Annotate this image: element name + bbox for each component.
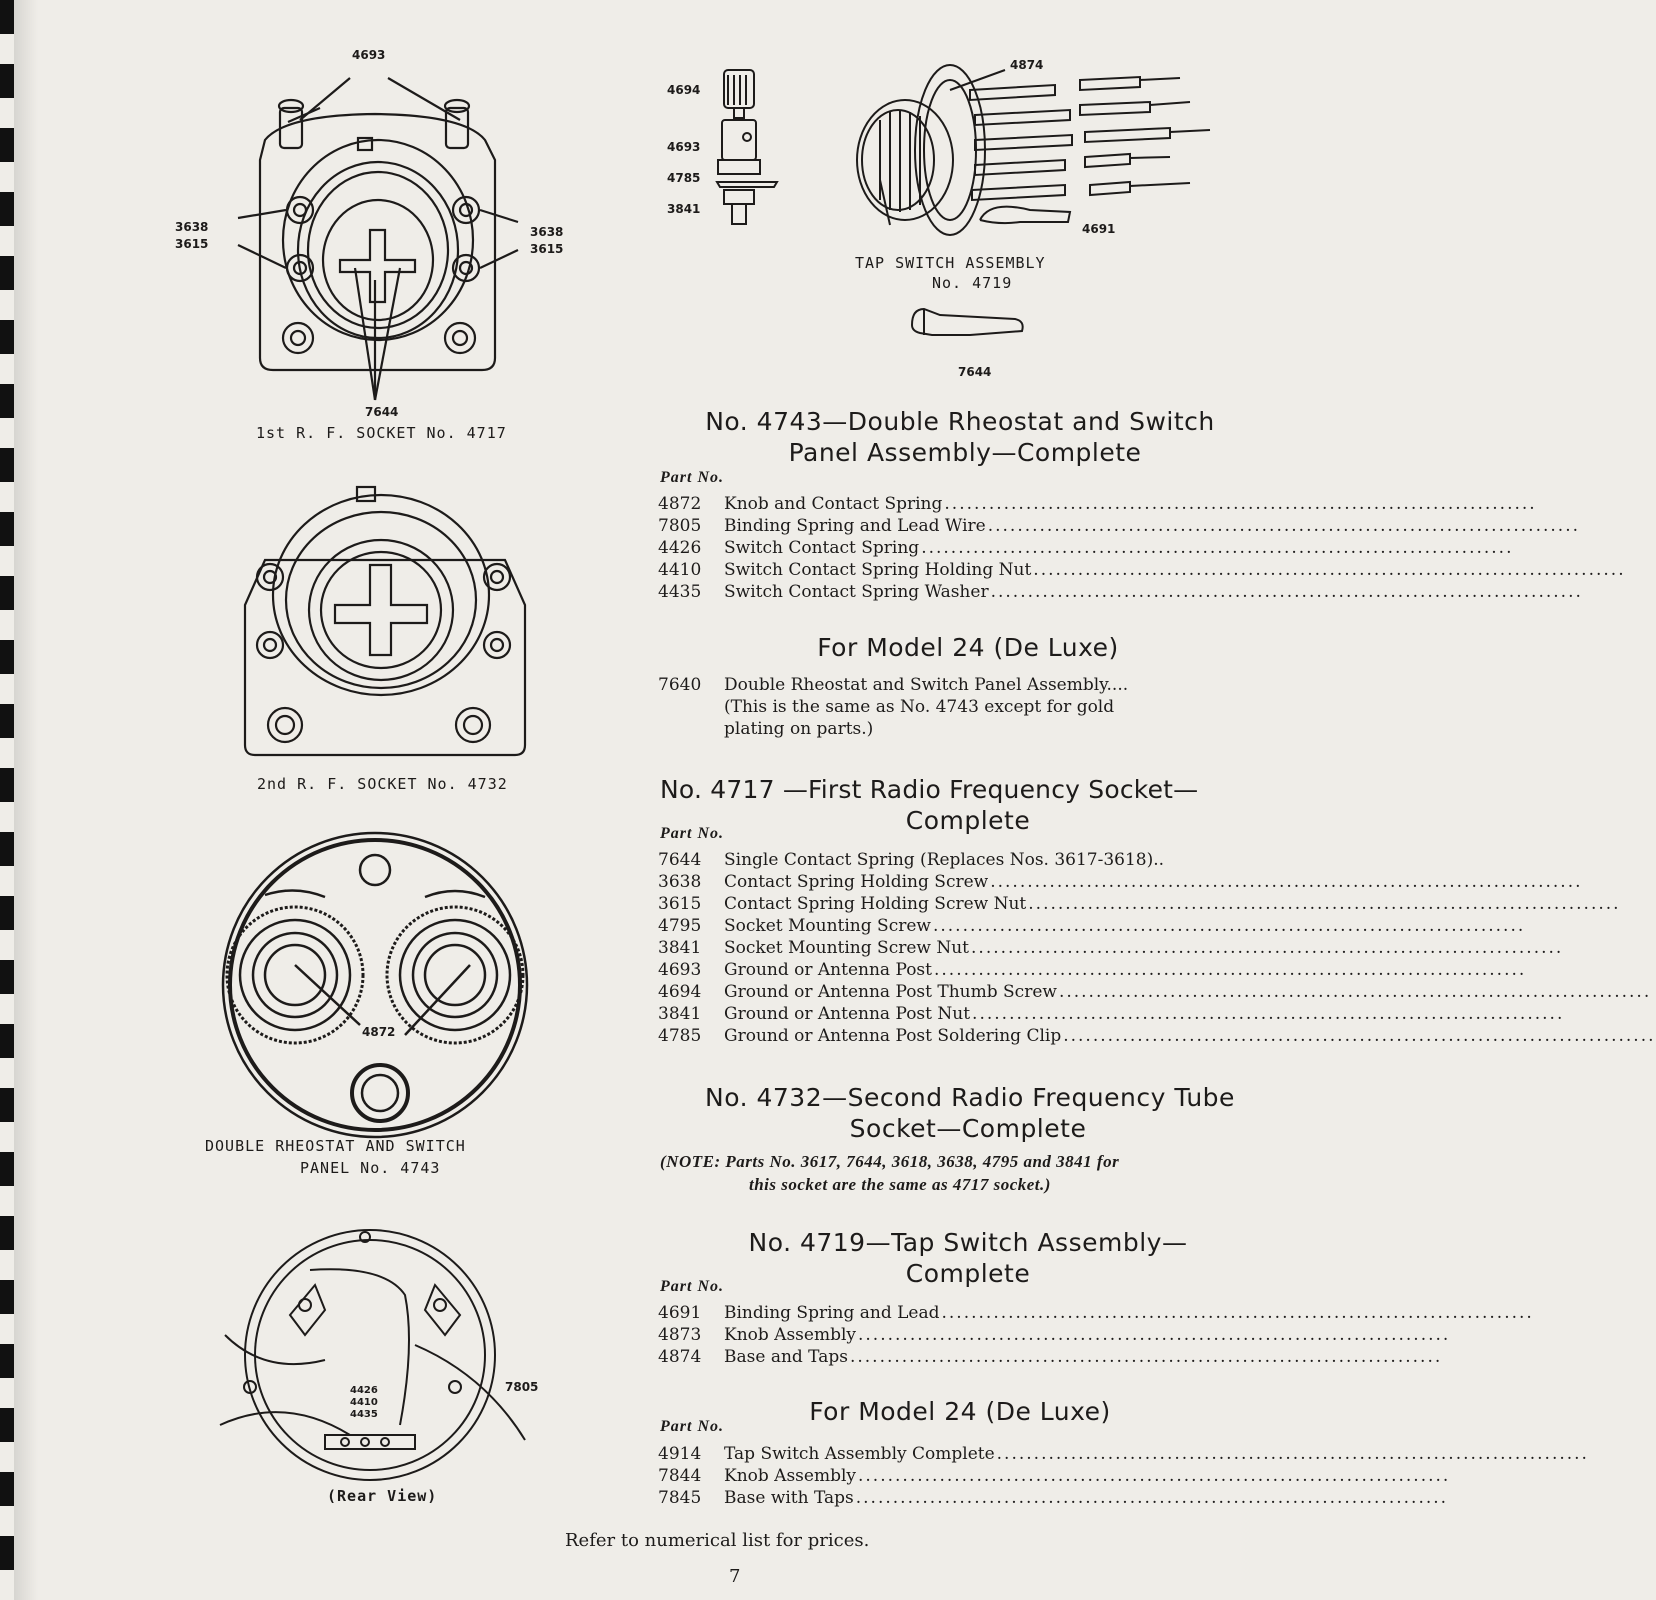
figure-rf-socket-2 — [235, 485, 535, 800]
rf-socket-2-drawing — [235, 485, 535, 775]
part-number: 4426 — [658, 538, 702, 558]
label-3638-right: 3638 — [530, 225, 564, 239]
label-4426: 4426 — [350, 1385, 378, 1396]
parts-row — [658, 849, 1210, 871]
parts-list-4719 — [658, 1302, 1534, 1368]
parts-row — [658, 1465, 1451, 1487]
parts-row — [658, 981, 1652, 1003]
part-description: Socket Mounting Screw Nut — [724, 938, 970, 958]
caption-tap-switch-line2: No. 4719 — [932, 274, 1013, 292]
deluxe1-line3: plating on parts.) — [724, 719, 874, 739]
parts-row — [658, 537, 1514, 559]
dot-leader: ................................................................................ — [1028, 894, 1621, 914]
dot-leader: ................................................................................ — [996, 1444, 1589, 1464]
label-4693: 4693 — [352, 48, 386, 62]
label-4693-post: 4693 — [667, 140, 701, 154]
part-number: 4691 — [658, 1303, 702, 1323]
deluxe1-line2: (This is the same as No. 4743 except for gold — [724, 697, 1115, 717]
part-description: Binding Spring and Lead — [724, 1303, 940, 1323]
label-4872: 4872 — [362, 1025, 396, 1039]
parts-row — [658, 893, 1621, 915]
parts-row — [658, 1025, 1656, 1047]
label-7805: 7805 — [505, 1380, 539, 1394]
page-number: 7 — [729, 1566, 741, 1587]
label-4874: 4874 — [1010, 58, 1044, 72]
part-description: Ground or Antenna Post Soldering Clip — [724, 1026, 1062, 1046]
heading-4717-line2: Complete — [905, 806, 1031, 835]
part-description: Single Contact Spring (Replaces Nos. 3617-3618).. — [724, 850, 1165, 870]
dot-leader: ................................................................................ — [987, 516, 1581, 536]
heading-4719-line1: No. 4719—Tap Switch Assembly— — [748, 1228, 1188, 1257]
dot-leader: ................................................................................ — [858, 1325, 1451, 1345]
label-3638-left: 3638 — [175, 220, 209, 234]
figure-antenna-post — [662, 65, 792, 235]
dot-leader: ................................................................................ — [855, 1488, 1449, 1508]
parts-row — [658, 1324, 1451, 1346]
part-number: 3638 — [658, 872, 702, 892]
tap-switch-drawing — [840, 50, 1250, 245]
figure-rheostat-panel — [200, 825, 560, 1190]
dot-leader: ................................................................................ — [1033, 560, 1626, 580]
part-description: Switch Contact Spring Holding Nut — [724, 560, 1032, 580]
caption-rheostat-line1: DOUBLE RHEOSTAT AND SWITCH — [205, 1137, 466, 1155]
dot-leader: ................................................................................ — [849, 1347, 1443, 1367]
part-description: Knob Assembly — [724, 1466, 856, 1486]
part-number: 4874 — [658, 1347, 702, 1367]
dot-leader: ................................................................................ — [932, 916, 1526, 936]
parts-list-4717 — [658, 849, 1656, 1047]
caption-rheostat-line2: PANEL No. 4743 — [300, 1159, 441, 1177]
part-number: 4410 — [658, 560, 702, 580]
figure-rf-socket-1 — [170, 40, 600, 450]
part-number: 4872 — [658, 494, 702, 514]
parts-row — [658, 1346, 1443, 1368]
parts-row — [658, 1302, 1534, 1324]
part-no-label-deluxe2: Part No. — [660, 1418, 724, 1435]
part-number: 3615 — [658, 894, 702, 914]
label-4410: 4410 — [350, 1397, 378, 1408]
part-description: Tap Switch Assembly Complete — [724, 1444, 995, 1464]
label-4435: 4435 — [350, 1409, 378, 1420]
deluxe1-part-number: 7640 — [658, 675, 702, 695]
part-description: Contact Spring Holding Screw Nut — [724, 894, 1027, 914]
dot-leader: ................................................................................ — [1063, 1026, 1656, 1046]
parts-list-deluxe2 — [658, 1443, 1589, 1509]
parts-list-4743 — [658, 493, 1626, 603]
part-number: 4694 — [658, 982, 702, 1002]
part-number: 4693 — [658, 960, 702, 980]
part-description: Base with Taps — [724, 1488, 854, 1508]
label-7644: 7644 — [365, 405, 399, 419]
part-description: Knob Assembly — [724, 1325, 856, 1345]
heading-deluxe-2: For Model 24 (De Luxe) — [809, 1397, 1111, 1426]
parts-row — [658, 1443, 1589, 1465]
figure-tap-switch — [840, 50, 1250, 300]
parts-row — [658, 959, 1527, 981]
part-number: 4914 — [658, 1444, 702, 1464]
part-number: 4873 — [658, 1325, 702, 1345]
dot-leader: ................................................................................ — [944, 494, 1537, 514]
part-no-label-4717: Part No. — [660, 825, 724, 842]
label-3841-post: 3841 — [667, 202, 701, 216]
caption-rf-socket-2: 2nd R. F. SOCKET No. 4732 — [257, 775, 508, 793]
heading-4743-line1: No. 4743—Double Rheostat and Switch — [705, 407, 1215, 436]
parts-row — [658, 871, 1583, 893]
heading-deluxe-1: For Model 24 (De Luxe) — [817, 633, 1119, 662]
caption-rf-socket-1: 1st R. F. SOCKET No. 4717 — [256, 424, 507, 442]
part-description: Switch Contact Spring — [724, 538, 920, 558]
binding-shadow — [14, 0, 38, 1600]
dot-leader: ................................................................................ — [990, 582, 1583, 602]
rear-view-drawing — [205, 1225, 550, 1495]
part-number: 7844 — [658, 1466, 702, 1486]
dot-leader: ................................................................................ — [941, 1303, 1534, 1323]
label-4694: 4694 — [667, 83, 701, 97]
label-4785: 4785 — [667, 171, 701, 185]
heading-4719-line2: Complete — [905, 1259, 1031, 1288]
part-description: Contact Spring Holding Screw — [724, 872, 989, 892]
note-4732-line2: this socket are the same as 4717 socket.) — [749, 1175, 1051, 1194]
dot-leader: ................................................................................ — [972, 1004, 1565, 1024]
heading-4732-line1: No. 4732—Second Radio Frequency Tube — [705, 1083, 1235, 1112]
label-4691: 4691 — [1082, 222, 1116, 236]
parts-row — [658, 581, 1583, 603]
part-number: 4785 — [658, 1026, 702, 1046]
part-description: Switch Contact Spring Washer — [724, 582, 989, 602]
rheostat-panel-drawing — [200, 825, 560, 1135]
dot-leader: ................................................................................ — [990, 872, 1583, 892]
dot-leader: ................................................................................ — [858, 1466, 1451, 1486]
parts-row — [658, 915, 1526, 937]
part-number: 3841 — [658, 938, 702, 958]
part-number: 7644 — [658, 850, 702, 870]
heading-4743-line2: Panel Assembly—Complete — [788, 438, 1142, 467]
part-description: Ground or Antenna Post Thumb Screw — [724, 982, 1057, 1002]
figure-rear-view — [205, 1225, 550, 1525]
parts-row — [658, 515, 1581, 537]
part-description: Socket Mounting Screw — [724, 916, 931, 936]
label-3615-right: 3615 — [530, 242, 564, 256]
part-no-label-4743: Part No. — [660, 469, 724, 486]
caption-rear-view: (Rear View) — [327, 1487, 438, 1505]
dot-leader: ................................................................................ — [933, 960, 1527, 980]
parts-row — [658, 493, 1537, 515]
heading-4717-line1: No. 4717 —First Radio Frequency Socket— — [660, 775, 1199, 804]
deluxe1-line1: Double Rheostat and Switch Panel Assembly.... — [724, 675, 1129, 695]
heading-4732-line2: Socket—Complete — [849, 1114, 1087, 1143]
parts-row — [658, 1487, 1449, 1509]
label-3615-left: 3615 — [175, 237, 209, 251]
label-7644-clip: 7644 — [958, 365, 992, 379]
contact-clip-drawing — [910, 305, 1030, 350]
dot-leader: ................................................................................ — [921, 538, 1514, 558]
part-number: 7845 — [658, 1488, 702, 1508]
part-description: Binding Spring and Lead Wire — [724, 516, 986, 536]
part-description: Knob and Contact Spring — [724, 494, 943, 514]
part-description: Ground or Antenna Post Nut — [724, 1004, 971, 1024]
part-description: Base and Taps — [724, 1347, 848, 1367]
figure-contact-clip — [910, 305, 1030, 380]
part-number: 4795 — [658, 916, 702, 936]
part-number: 7805 — [658, 516, 702, 536]
part-description: Ground or Antenna Post — [724, 960, 932, 980]
caption-tap-switch-line1: TAP SWITCH ASSEMBLY — [855, 254, 1046, 272]
dot-leader: ................................................................................ — [971, 938, 1564, 958]
parts-row — [658, 559, 1626, 581]
part-number: 4435 — [658, 582, 702, 602]
part-number: 3841 — [658, 1004, 702, 1024]
part-no-label-4719: Part No. — [660, 1278, 724, 1295]
spiral-binding — [0, 0, 14, 1600]
note-4732-line1: (NOTE: Parts No. 3617, 7644, 3618, 3638, 4795 and 3841 for — [660, 1152, 1120, 1171]
footer-note: Refer to numerical list for prices. — [565, 1530, 870, 1551]
parts-row — [658, 937, 1564, 959]
dot-leader: ................................................................................ — [1058, 982, 1652, 1002]
parts-row — [658, 1003, 1565, 1025]
